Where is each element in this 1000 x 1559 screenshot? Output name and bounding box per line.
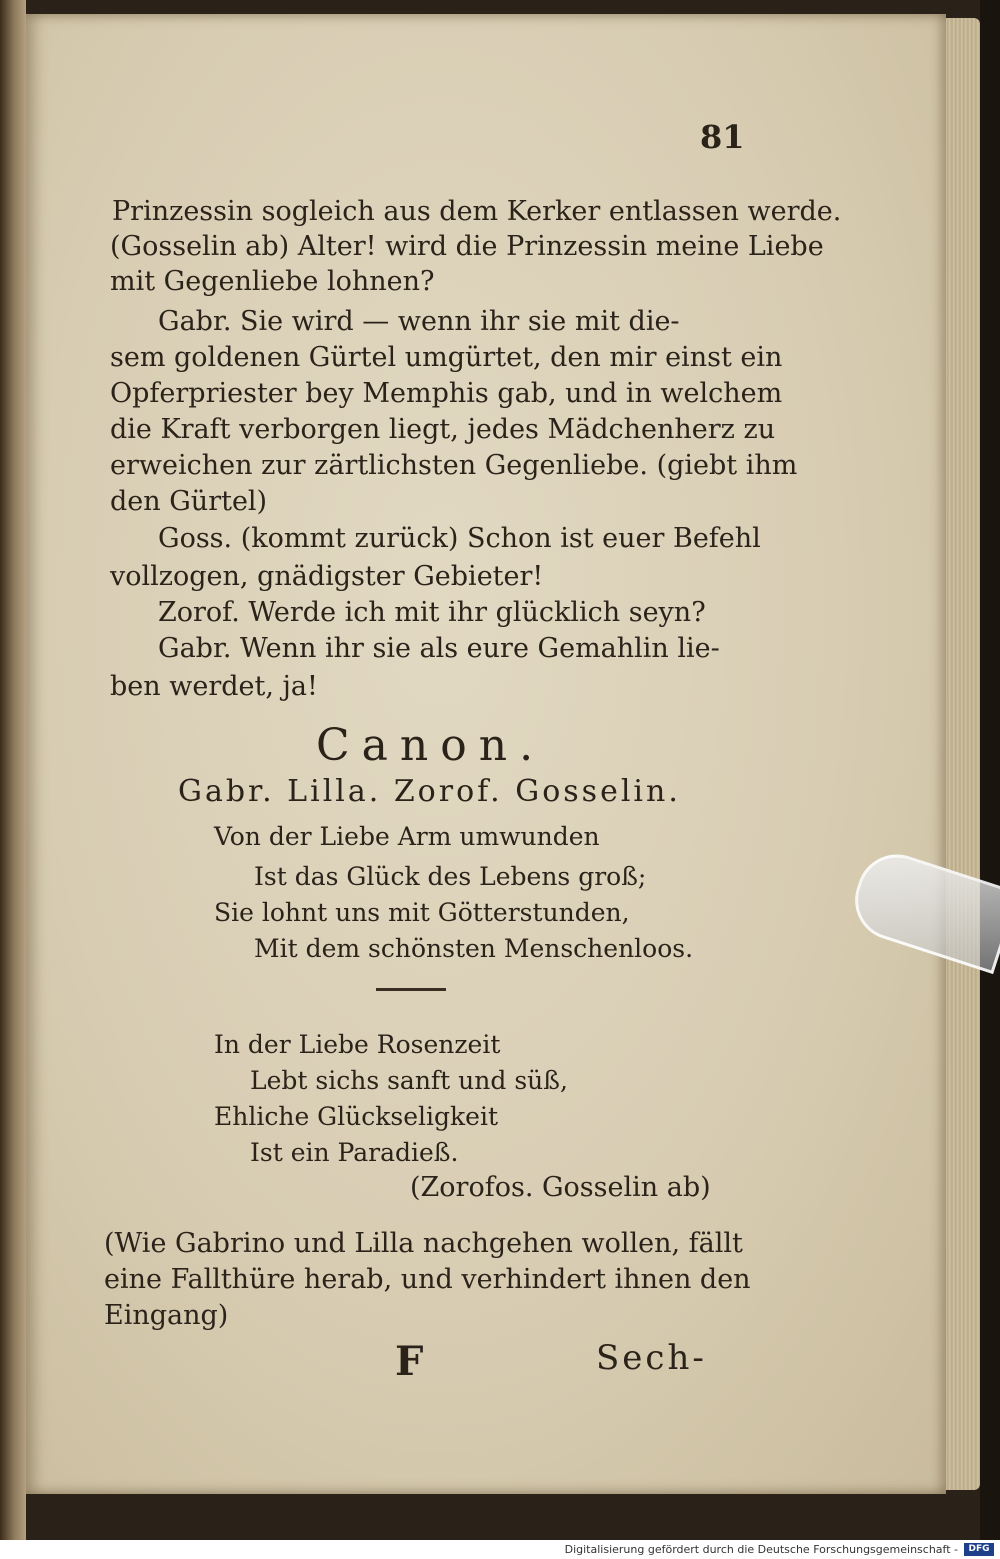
footer-credit: Digitalisierung gefördert durch die Deutsche Forschungsgemeinschaft - [564,1543,958,1556]
verse-line: Ehliche Glückseligkeit [214,1102,499,1131]
verse-line: Mit dem schönsten Menschenloos. [254,934,694,963]
text-line: vollzogen, gnädigster Gebieter! [110,561,544,592]
text-line: (Wie Gabrino und Lilla nachgehen wollen, fällt [104,1228,743,1259]
catchword: Sech- [596,1338,707,1378]
verse-line: Ist das Glück des Lebens groß; [254,862,647,891]
text-line: eine Fallthüre herab, und verhindert ihnen den [104,1264,751,1295]
book-cover-edge [0,0,26,1540]
verse-line: Lebt sichs sanft und süß, [250,1066,568,1095]
page-stack-edge [946,18,980,1490]
character-list: Gabr. Lilla. Zorof. Gosselin. [178,774,681,809]
text-line: Zorof. Werde ich mit ihr glücklich seyn? [158,597,706,628]
text-line: Goss. (kommt zurück) Schon ist euer Befehl [158,523,761,554]
verse-line: In der Liebe Rosenzeit [214,1030,501,1059]
text-line: Eingang) [104,1300,229,1331]
text-line: erweichen zur zärtlichsten Gegenliebe. (giebt ihm [110,450,798,481]
section-title: Canon. [316,720,546,771]
text-line: sem goldenen Gürtel umgürtet, den mir einst ein [110,342,783,373]
dfg-logo: DFG [964,1543,994,1556]
text-line: Gabr. Sie wird — wenn ihr sie mit die- [158,306,680,337]
divider-rule [376,988,446,991]
verse-line: Ist ein Paradieß. [250,1138,459,1167]
text-line: den Gürtel) [110,486,268,517]
verse-line: Von der Liebe Arm umwunden [214,822,600,851]
page-number: 81 [700,118,745,156]
text-line: die Kraft verborgen liegt, jedes Mädchenherz zu [110,414,776,445]
text-line: mit Gegenliebe lohnen? [110,266,435,297]
text-line: (Gosselin ab) Alter! wird die Prinzessin meine Liebe [110,231,824,262]
text-line: Prinzessin sogleich aus dem Kerker entlassen werde. [112,196,842,227]
exit-note: (Zorofos. Gosselin ab) [410,1172,711,1203]
text-line: Gabr. Wenn ihr sie als eure Gemahlin lie- [158,633,720,664]
text-line: ben werdet, ja! [110,671,318,702]
verse-line: Sie lohnt uns mit Götterstunden, [214,898,630,927]
signature-mark: F [395,1338,424,1385]
text-line: Opferpriester bey Memphis gab, und in welchem [110,378,783,409]
scan-border [980,0,1000,1540]
